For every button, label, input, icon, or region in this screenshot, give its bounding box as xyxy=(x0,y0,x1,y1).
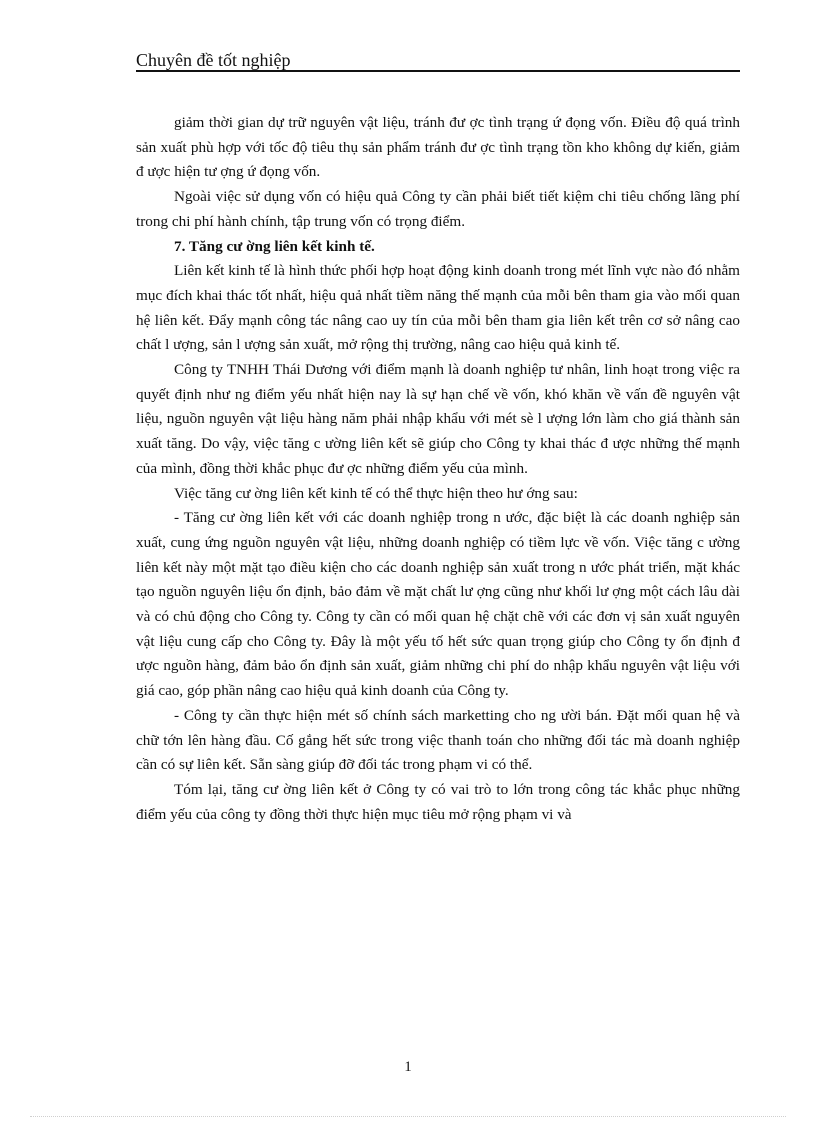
paragraph-directions-intro: Việc tăng cư ờng liên kết kinh tế có thể thực hiện theo hư ớng sau: xyxy=(174,484,578,502)
header-rule xyxy=(136,70,740,72)
paragraph-capital-saving: Ngoài việc sử dụng vốn có hiệu quả Công ty cần phải biết tiết kiệm chi tiêu chống lãng phí trong chi phí hành chính, tập trung vốn có trọng điểm. xyxy=(136,188,740,230)
paragraph-bullet-marketing: - Công ty cần thực hiện mét số chính sách marketting cho ng ười bán. Đặt mối quan hệ và chữ tớn lên hàng đầu. Cố gắng hết sức trong việc thanh toán cho những đối tác mà doanh nghiệp cần có sự liên kết. Sẵn sàng giúp đỡ đối tác trong phạm vi có thể. xyxy=(136,706,740,774)
section-heading: 7. Tăng cư ờng liên kết kinh tế. xyxy=(174,237,375,255)
paragraph-economic-linkage: Liên kết kinh tế là hình thức phối hợp hoạt động kinh doanh trong mét lĩnh vực nào đó nhằm mục đích khai thác tốt nhất, hiệu quả nhất tiềm năng thế mạnh của mỗi bên tham gia vào mối quan hệ liên kết. Đẩy mạnh công tác nâng cao uy tín của mỗi bên tham gia liên kết trên cơ sở nâng cao chất l ượng, sản l ượng sản xuất, mở rộng thị trường, nâng cao hiệu quả kinh tế. xyxy=(136,262,740,354)
running-header-title: Chuyên đề tốt nghiệp xyxy=(136,50,291,70)
page-number: 1 xyxy=(404,1059,412,1075)
page-bottom-border xyxy=(30,1116,786,1117)
body-text xyxy=(136,111,740,827)
paragraph-summary: Tóm lại, tăng cư ờng liên kết ở Công ty có vai trò to lớn trong công tác khắc phục những điểm yếu của công ty đồng thời thực hiện mục tiêu mở rộng phạm vi và xyxy=(136,780,740,823)
paragraph-company-profile: Công ty TNHH Thái Dương với điểm mạnh là doanh nghiệp tư nhân, linh hoạt trong việc ra quyết định như ng điểm yếu nhất hiện nay là sự hạn chế về vốn, khó khăn về vấn đề nguyên vật liệu, nguồn nguyên vật liệu hàng năm phải nhập khẩu với mét sè l ượng lớn làm cho giá thành sản xuất tăng. Do vậy, việc tăng c ường liên kết sẽ giúp cho Công ty khai thác đ ược những thế mạnh của mình, đồng thời khắc phục đư ợc những điểm yếu của mình. xyxy=(136,361,740,477)
paragraph-bullet-domestic: - Tăng cư ờng liên kết với các doanh nghiệp trong n ước, đặc biệt là các doanh nghiệp sản xuất, cung ứng nguồn nguyên vật liệu, những doanh nghiệp có tiềm lực về vốn. Việc tăng c ường liên kết này một mặt tạo điều kiện cho các doanh nghiệp sản xuất trong n ước phát triển, mặt khác tạo nguồn nguyên liệu ổn định, bảo đảm về mặt chất lư ợng cũng như khối lư ợng một cách lâu dài và có chủ động cho Công ty. Công ty cần có mối quan hệ chặt chẽ với các đơn vị sản xuất nguyên vật liệu cung cấp cho Công ty. Đây là một yếu tố hết sức quan trọng giúp cho Công ty ổn định đ ược nguồn hàng, đảm bảo ổn định sản xuất, giảm những chi phí do nhập khẩu nguyên vật liệu với giá cao, góp phần nâng cao hiệu quả kinh doanh của Công ty. xyxy=(136,509,740,700)
paragraph-continuation: giảm thời gian dự trữ nguyên vật liệu, tránh đư ợc tình trạng ứ đọng vốn. Điều độ quá trình sản xuất phù hợp với tốc độ tiêu thụ sản phẩm tránh đư ợc tình trạng tồn kho không dự kiến, giảm đ ược hiện tư ợng ứ đọng vốn. xyxy=(136,114,740,181)
